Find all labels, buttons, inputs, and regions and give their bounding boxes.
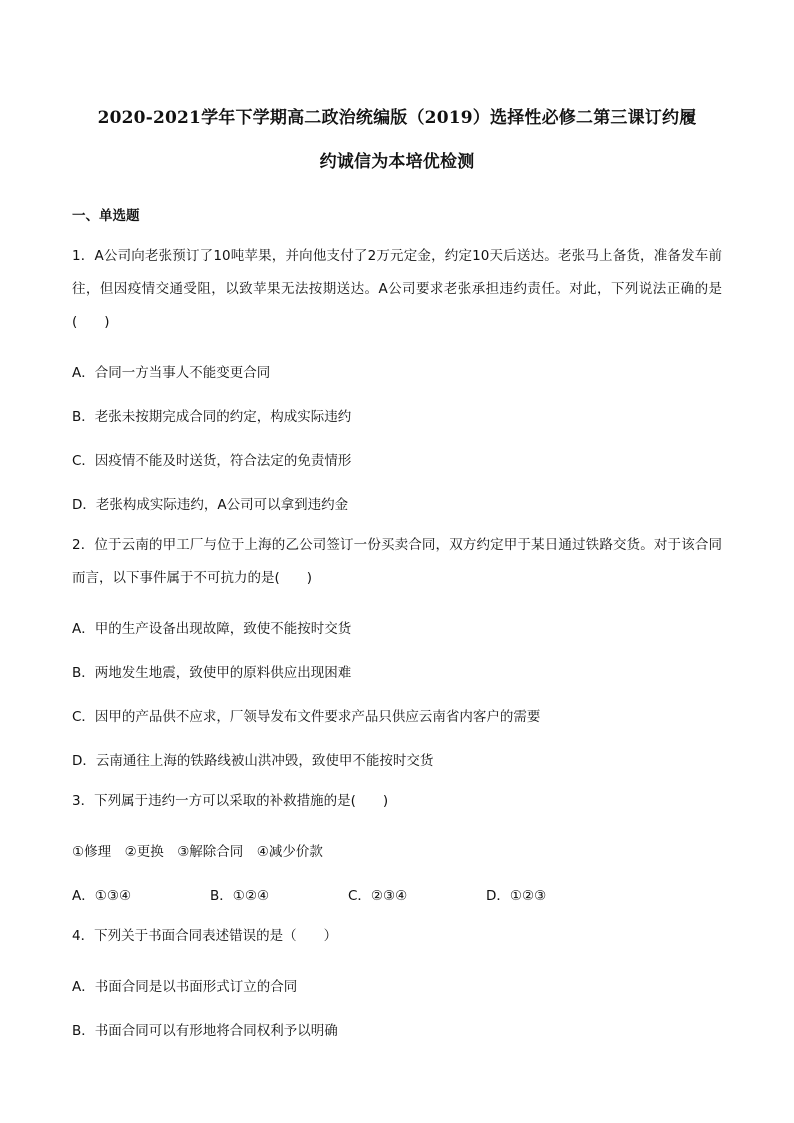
- option-a: A．①③④: [72, 888, 132, 904]
- question-stem: 1．A公司向老张预订了10吨苹果，并向他支付了2万元定金，约定10天后送达。老张马上备货，准备发车前往，但因疫情交通受阻，以致苹果无法按期送达。A公司要求老张承担违约责任。对此，下列说法正确的是( ): [72, 248, 722, 330]
- question-stem: 2．位于云南的甲工厂与位于上海的乙公司签订一份买卖合同，双方约定甲于某日通过铁路交货。对于该合同而言，以下事件属于不可抗力的是( ): [72, 537, 722, 586]
- option-d: D．老张构成实际违约，A公司可以拿到违约金: [72, 497, 349, 513]
- option-row: [72, 886, 722, 906]
- question-1: [72, 240, 722, 515]
- title-line-1: 2020-2021学年下学期高二政治统编版（2019）选择性必修二第三课订约履: [97, 108, 697, 128]
- option-a: A．甲的生产设备出现故障，致使不能按时交货: [72, 621, 352, 637]
- option-b: B．两地发生地震，致使甲的原料供应出现困难: [72, 665, 352, 681]
- option-b: B．书面合同可以有形地将合同权利予以明确: [72, 1023, 338, 1039]
- option-b: B．①②④: [210, 888, 270, 904]
- question-items: ①修理 ②更换 ③解除合同 ④减少价款: [72, 844, 323, 860]
- option-c: C．②③④: [348, 888, 408, 904]
- question-stem: 4．下列关于书面合同表述错误的是（ ）: [72, 928, 338, 944]
- question-stem: 3．下列属于违约一方可以采取的补救措施的是( ): [72, 793, 389, 809]
- question-3: [72, 785, 722, 906]
- option-a: A．合同一方当事人不能变更合同: [72, 365, 271, 381]
- question-2: [72, 529, 722, 771]
- option-d: D．云南通往上海的铁路线被山洪冲毁，致使甲不能按时交货: [72, 753, 434, 769]
- document-title: [72, 96, 722, 184]
- option-a: A．书面合同是以书面形式订立的合同: [72, 979, 298, 995]
- option-d: D．①②③: [486, 888, 547, 904]
- option-c: C．因甲的产品供不应求，厂领导发布文件要求产品只供应云南省内客户的需要: [72, 709, 541, 725]
- option-c: C．因疫情不能及时送货，符合法定的免责情形: [72, 453, 352, 469]
- title-line-2: 约诚信为本培优检测: [319, 152, 475, 172]
- question-4: [72, 920, 722, 1041]
- section-heading: 一、单选题: [72, 208, 140, 224]
- option-b: B．老张未按期完成合同的约定，构成实际违约: [72, 409, 352, 425]
